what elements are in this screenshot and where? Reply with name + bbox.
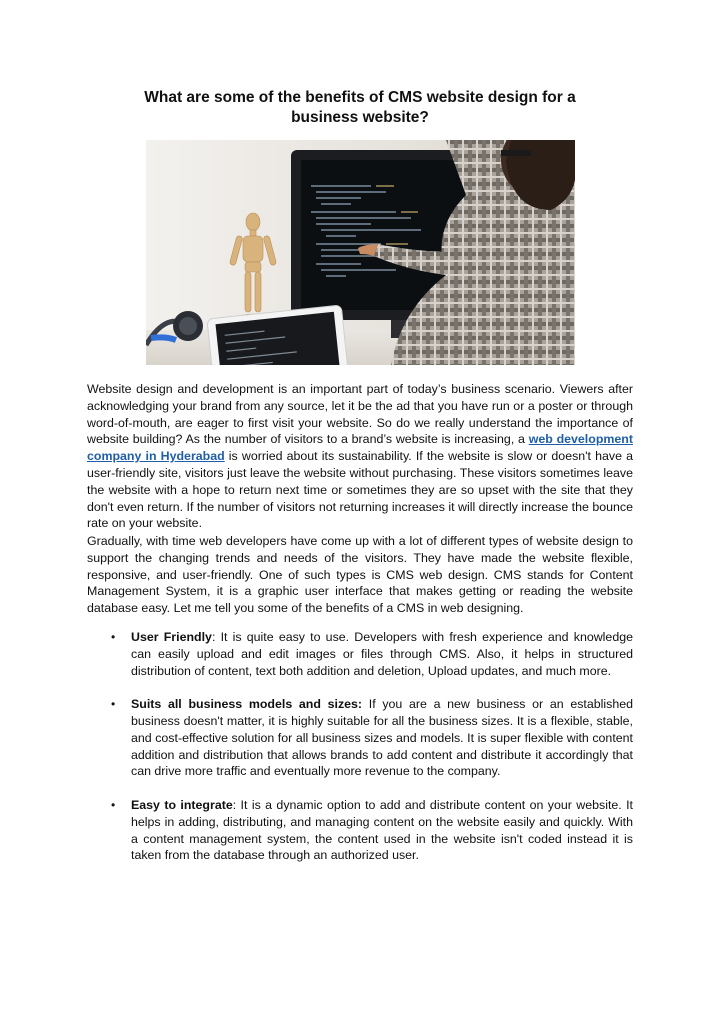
title-line-2: business website? xyxy=(291,109,429,126)
bullet-icon: • xyxy=(111,797,116,812)
intro-paragraph xyxy=(87,381,633,532)
bullet-icon: • xyxy=(111,697,116,712)
bullet-icon: • xyxy=(111,630,116,644)
web-development-company-link[interactable]: web development company in Hyderabad xyxy=(87,432,633,464)
list-item xyxy=(87,629,633,679)
benefit-term: Easy to integrate xyxy=(131,797,233,812)
hero-photo xyxy=(146,140,575,365)
title-line-1: What are some of the benefits of CMS website design for a xyxy=(144,89,576,106)
developer-at-monitor-illustration xyxy=(146,140,575,365)
benefits-list xyxy=(87,629,633,864)
benefit-term: Suits all business models and sizes: xyxy=(131,697,363,712)
list-item xyxy=(87,696,633,780)
cms-paragraph: Gradually, with time web developers have come up with a lot of different types of website design to support the changing trends and needs of the visitors. They have made the website flexible, responsive, and user-friendly. One of such types is CMS web design. CMS stands for Content Management System, it is a graphic user interface that makes getting or reading the website database easy. Let me tell you some of the benefits of a CMS in web designing. xyxy=(87,534,633,616)
benefit-term: User Friendly xyxy=(131,630,212,644)
benefit-description: If you are a new business or an established business doesn't matter, it is highly suitable for all the business sizes. It is a flexible, stable, and cost-effective solution for all business sizes and models. It is super flexible with content addition and distribution that allows brands to add content and distribute it accordingly that can drive more traffic and eventually more revenue to the company. xyxy=(131,697,634,779)
page-title xyxy=(100,88,620,128)
benefit-description: : It is quite easy to use. Developers with fresh experience and knowledge can easily upload and edit images or files through CMS. Also, it helps in structured distribution of content, text both addition and deletion, Upload updates, and much more. xyxy=(131,630,633,678)
intro-text-before-link: Website design and development is an important part of today’s business scenario. Viewers after acknowledging your brand from any source, let it be the ad that you have run or a poster or through word-of-mouth, are eager to first visit your website. So do we really understand the importance of website building? As the number of visitors to a brand’s website is increasing, a xyxy=(87,382,633,447)
benefit-description: : It is a dynamic option to add and distribute content on your website. It helps in adding, distributing, and managing content on the website easily and quickly. With a content management system, the content used in the website isn't coded instead it is taken from the database through an authorized user. xyxy=(131,797,633,863)
intro-text-after-link: is worried about its sustainability. If the website is slow or doesn't have a user-friendly site, visitors just leave the website without purchasing. These visitors sometimes leave the website with a hope to return next time or sometimes they are so upset with the site that they don't even return. If the number of visitors not returning increases it will directly increase the bounce rate on your website. xyxy=(87,449,633,531)
list-item xyxy=(87,797,633,864)
